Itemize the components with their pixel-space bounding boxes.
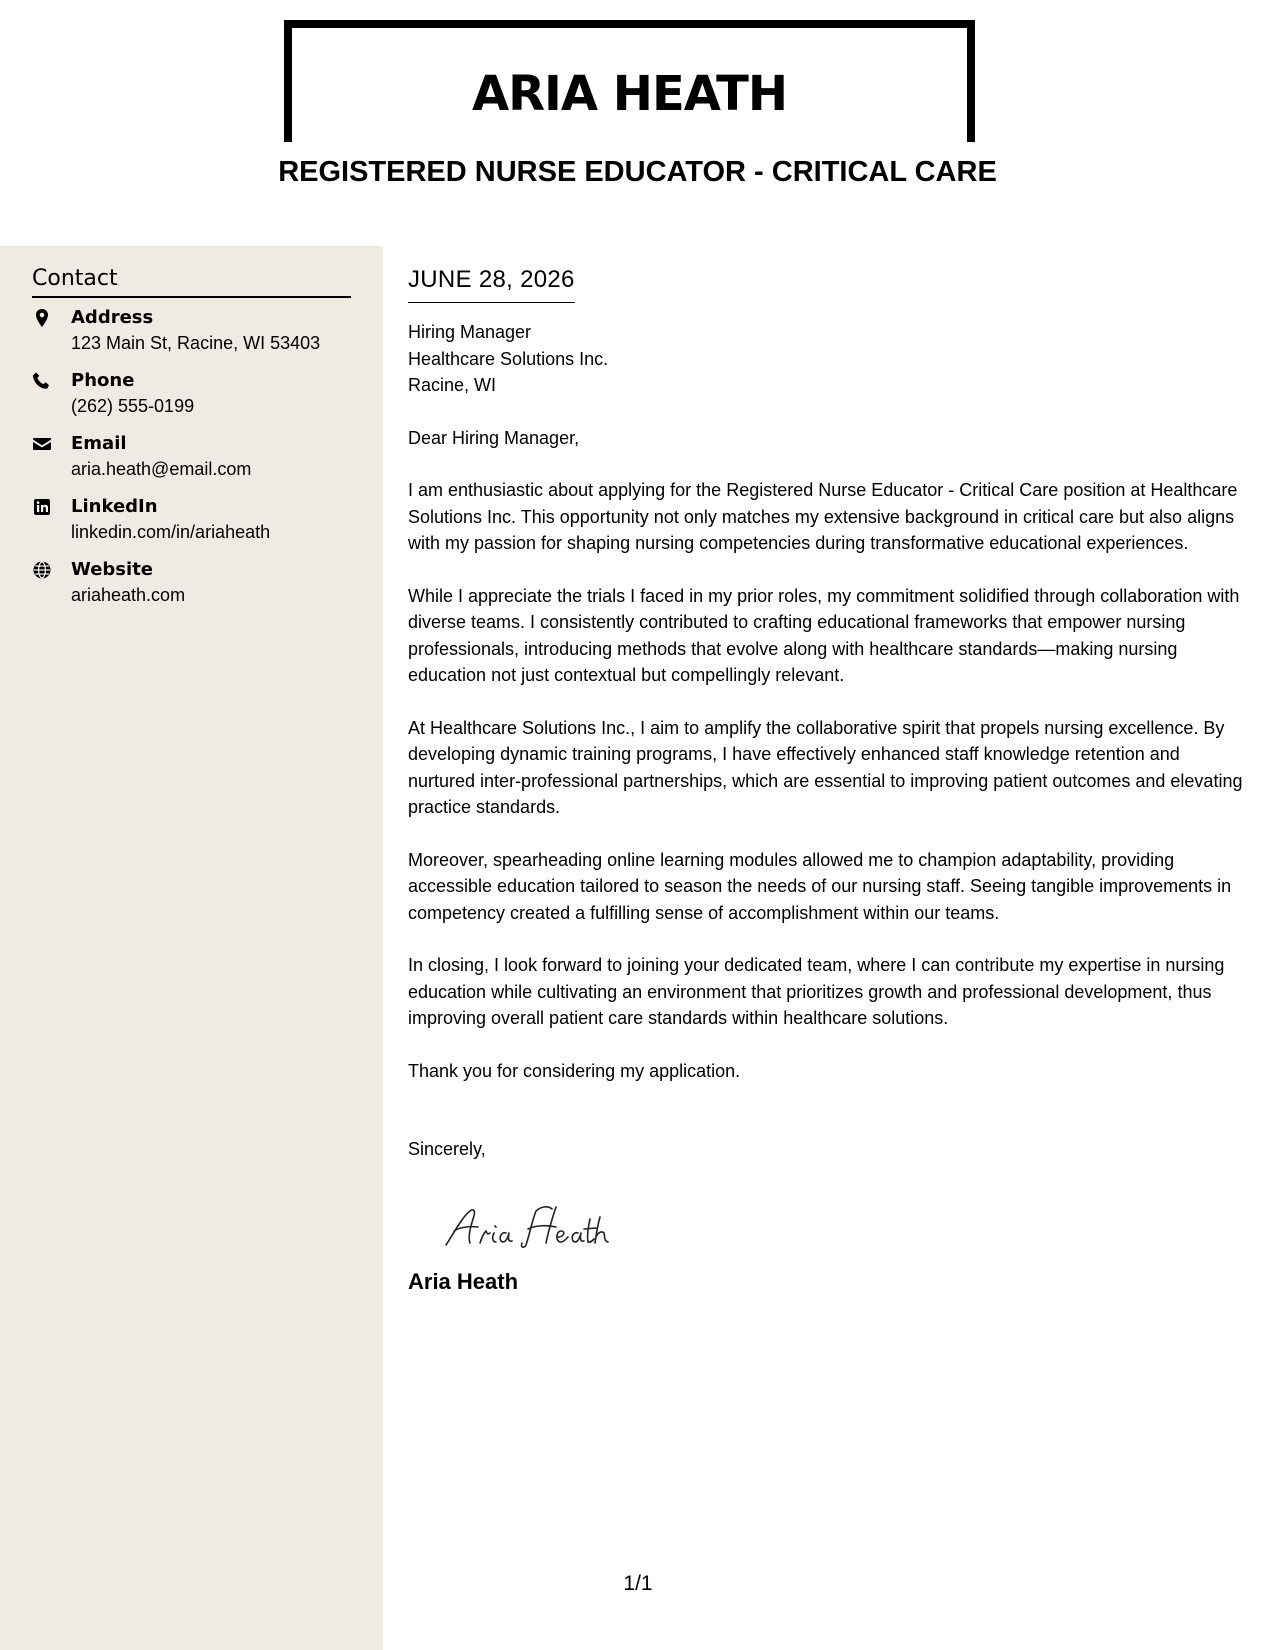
closing: Sincerely, (408, 1139, 486, 1159)
salutation: Dear Hiring Manager, (408, 427, 580, 448)
contact-label: Phone (71, 370, 135, 391)
recipient-line: Healthcare Solutions Inc. (408, 348, 609, 369)
letter-paragraph: I am enthusiastic about applying for the Registered Nurse Educator - Critical Care position at Healthcare Solutions Inc. This opportunity not only matches my extensive background in critical care but also aligns with my passion for shaping nursing competencies during transformative educational experiences. (408, 480, 1238, 553)
recipient-block (408, 319, 1248, 399)
letter-paragraph: Thank you for considering my application. (408, 1060, 741, 1081)
contact-value: ariaheath.com (71, 585, 186, 605)
phone-icon (32, 371, 54, 393)
page-number: 1/1 (623, 1572, 653, 1595)
contact-heading: Contact (32, 264, 351, 298)
contact-label: Address (71, 307, 154, 328)
handwritten-signature (440, 1193, 1248, 1253)
contact-list (32, 306, 362, 621)
letter-date: JUNE 28, 2026 (408, 262, 575, 303)
letter-body (408, 262, 1248, 1297)
recipient-line: Hiring Manager (408, 322, 532, 342)
linkedin-icon (32, 497, 54, 519)
contact-label: LinkedIn (71, 496, 158, 517)
contact-label: Website (71, 559, 154, 580)
contact-label: Email (71, 433, 127, 454)
letter-paragraph: In closing, I look forward to joining your dedicated team, where I can contribute my expertise in nursing education while cultivating an environment that prioritizes growth and professional development, thus improving overall patient care standards within healthcare solutions. (408, 955, 1225, 1028)
letter-paragraph: Moreover, spearheading online learning modules allowed me to champion adaptability, providing accessible education tailored to season the needs of our nursing staff. Seeing tangible improvements in competency created a fulfilling sense of accomplishment within our teams. (408, 849, 1232, 923)
map-pin-icon (32, 308, 54, 330)
name-frame (284, 20, 975, 142)
contact-item-email (32, 432, 362, 495)
letter-paragraph: While I appreciate the trials I faced in my prior roles, my commitment solidified through collaboration with diverse teams. I consistently contributed to crafting educational frameworks that empower nursing professionals, introducing methods that evolve along with healthcare standards—making nursing education not just contextual but compellingly relevant. (408, 585, 1240, 685)
contact-item-website (32, 558, 362, 621)
globe-icon (32, 560, 54, 582)
contact-item-linkedin (32, 495, 362, 558)
letter-paragraph: At Healthcare Solutions Inc., I aim to amplify the collaborative spirit that propels nursing excellence. By developing dynamic training programs, I have effectively enhanced staff knowledge retention and nurtured inter-professional partnerships, which are essential to improving patient outcomes and elevating practice standards. (408, 717, 1243, 817)
contact-value: aria.heath@email.com (71, 459, 252, 479)
contact-value: (262) 555-0199 (71, 396, 195, 416)
job-title: REGISTERED NURSE EDUCATOR - CRITICAL CARE (278, 156, 997, 188)
applicant-name: ARIA HEATH (471, 66, 788, 122)
contact-value: linkedin.com/in/ariaheath (71, 522, 271, 542)
contact-item-address (32, 306, 362, 369)
signature-drawing (440, 1193, 640, 1253)
recipient-line: Racine, WI (408, 375, 497, 395)
signer-name: Aria Heath (408, 1268, 519, 1294)
contact-sidebar (0, 246, 383, 1650)
contact-value: 123 Main St, Racine, WI 53403 (71, 333, 321, 353)
envelope-icon (32, 434, 54, 456)
contact-item-phone (32, 369, 362, 432)
